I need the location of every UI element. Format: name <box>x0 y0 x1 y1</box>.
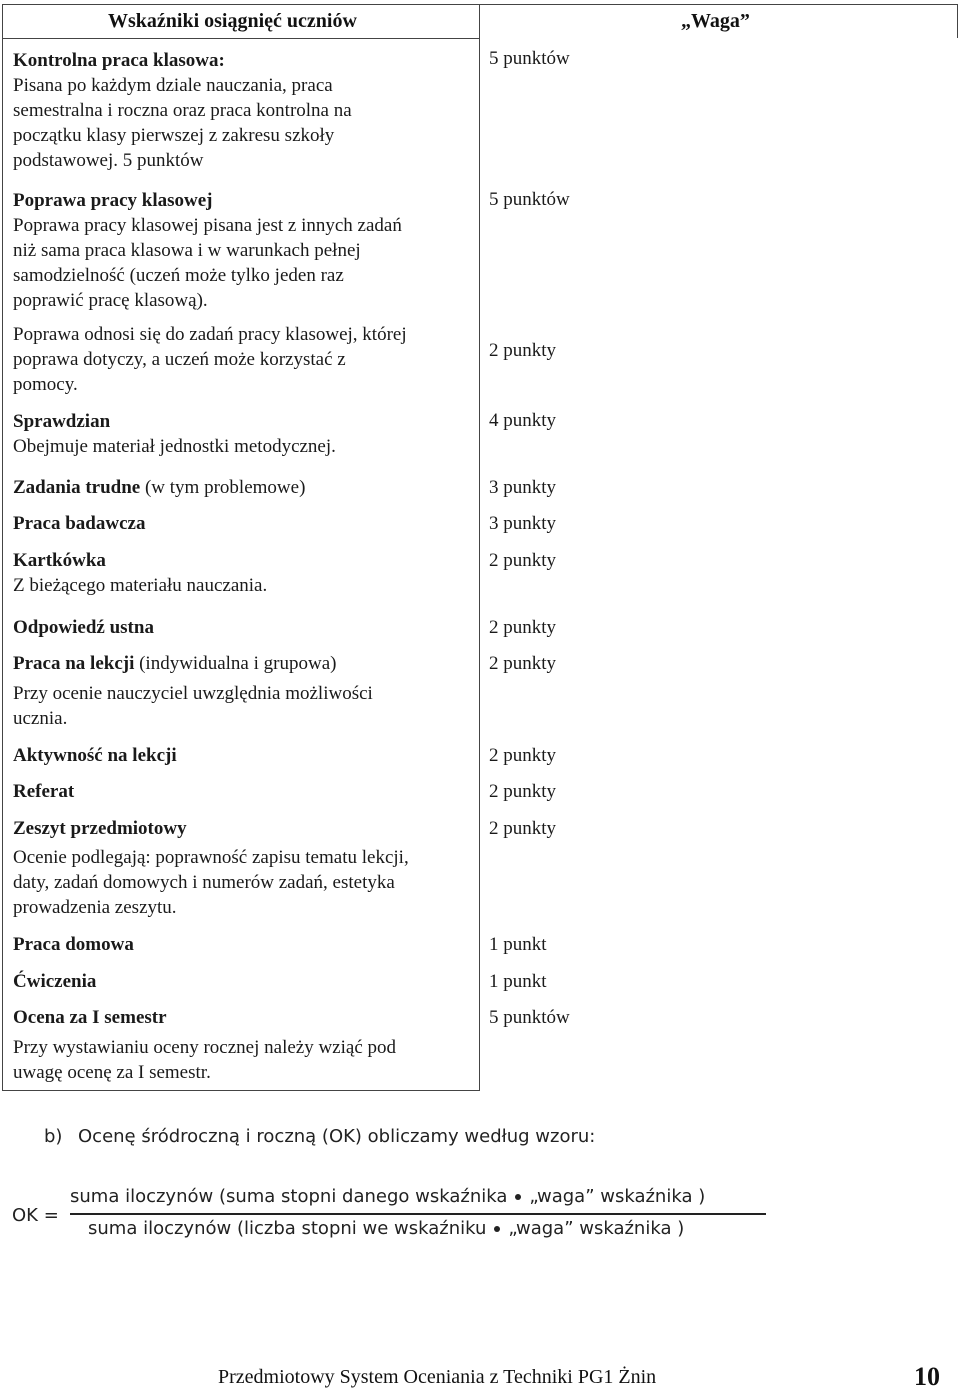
row-title: Odpowiedź ustna <box>13 617 154 638</box>
row-text: Obejmuje materiał jednostki metodycznej. <box>13 436 336 457</box>
row-title: Praca domowa <box>13 934 134 955</box>
row-report <box>13 779 478 804</box>
row-quiz-test <box>13 409 478 459</box>
row-semester-grade <box>13 1005 478 1085</box>
formula-lhs: OK = <box>12 1205 59 1226</box>
row-title: Zadania trudne <box>13 477 141 498</box>
page-number: 10 <box>914 1362 940 1391</box>
row-title: Aktywność na lekcji <box>13 745 177 766</box>
row-text: początku klasy pierwszej z zakresu szkoły <box>13 125 335 146</box>
row-class-work <box>13 651 478 731</box>
weight-value: 5 punktów <box>489 48 570 69</box>
row-text: semestralna i roczna oraz praca kontrolna na <box>13 100 352 121</box>
weight-value: 3 punkty <box>489 513 557 534</box>
row-text: Z bieżącego materiału nauczania. <box>13 575 268 596</box>
weight-value: 2 punkty <box>489 617 557 638</box>
table-border-right <box>957 4 958 38</box>
row-oral-answer <box>13 615 478 640</box>
row-text: Poprawa pracy klasowej pisana jest z innych zadań <box>13 215 402 236</box>
row-activity <box>13 743 478 768</box>
row-test-retake <box>13 188 478 313</box>
row-title: Poprawa pracy klasowej <box>13 190 213 211</box>
weight-value: 2 punkty <box>489 818 557 839</box>
row-title: Praca na lekcji <box>13 653 135 674</box>
formula-intro <box>44 1126 595 1147</box>
row-text: samodzielność (uczeń może tylko jeden raz <box>13 265 344 286</box>
header-weight: „Waga” <box>681 10 750 32</box>
formula-intro-label: b) <box>44 1126 63 1147</box>
row-title: Praca badawcza <box>13 513 146 534</box>
row-retake-note <box>13 322 478 397</box>
formula-denominator-part-b: „waga” wskaźnika ) <box>508 1218 685 1239</box>
row-text: podstawowej. 5 punktów <box>13 150 204 171</box>
row-title: Referat <box>13 781 75 802</box>
row-title: Kartkówka <box>13 550 106 571</box>
formula-denominator <box>88 1218 684 1239</box>
weight-value: 3 punkty <box>489 477 557 498</box>
table-border-top <box>2 4 958 5</box>
row-text: poprawa dotyczy, a uczeń może korzystać z <box>13 349 346 370</box>
table-column-divider <box>479 4 480 1091</box>
row-text: poprawić pracę klasową). <box>13 290 208 311</box>
row-text: Przy wystawianiu oceny rocznej należy wziąć pod <box>13 1037 397 1058</box>
fraction-bar <box>70 1213 766 1215</box>
row-notebook <box>13 816 478 920</box>
multiplication-dot-icon <box>515 1194 521 1200</box>
row-text: Poprawa odnosi się do zadań pracy klasowej, której <box>13 324 407 345</box>
row-exercises <box>13 969 478 994</box>
table-border-bottom <box>2 1090 480 1091</box>
table-border-left <box>2 4 3 1091</box>
row-class-test <box>13 48 478 173</box>
weight-value: 2 punkty <box>489 653 557 674</box>
row-title: Ćwiczenia <box>13 971 97 992</box>
row-title-suffix: (w tym problemowe) <box>140 477 306 498</box>
row-title: Sprawdzian <box>13 411 111 432</box>
weight-value: 2 punkty <box>489 781 557 802</box>
weight-value: 2 punkty <box>489 745 557 766</box>
row-text: pomocy. <box>13 374 78 395</box>
weight-value: 5 punktów <box>489 189 570 210</box>
row-title: Ocena za I semestr <box>13 1007 167 1028</box>
multiplication-dot-icon <box>494 1226 500 1232</box>
row-text: Pisana po każdym dziale nauczania, praca <box>13 75 333 96</box>
formula-intro-text: Ocenę śródroczną i roczną (OK) obliczamy według wzoru: <box>78 1126 596 1147</box>
header-indicators: Wskaźniki osiągnięć uczniów <box>108 10 357 32</box>
row-text: ucznia. <box>13 708 68 729</box>
weight-value: 4 punkty <box>489 410 557 431</box>
row-text: uwagę ocenę za I semestr. <box>13 1062 211 1083</box>
row-text: prowadzenia zeszytu. <box>13 897 177 918</box>
weight-value: 1 punkt <box>489 934 547 955</box>
weight-value: 2 punkty <box>489 550 557 571</box>
weight-value: 1 punkt <box>489 971 547 992</box>
row-text: Przy ocenie nauczyciel uwzględnia możliwości <box>13 683 373 704</box>
row-text: Ocenie podlegają: poprawność zapisu tematu lekcji, <box>13 847 409 868</box>
weight-value: 5 punktów <box>489 1007 570 1028</box>
row-hard-tasks <box>13 475 478 500</box>
table-header-divider <box>2 38 480 39</box>
formula-numerator-part-b: „waga” wskaźnika ) <box>529 1186 706 1207</box>
row-title-suffix: (indywidualna i grupowa) <box>134 653 337 674</box>
row-short-quiz <box>13 548 478 598</box>
row-text: daty, zadań domowych i numerów zadań, estetyka <box>13 872 395 893</box>
formula-denominator-part-a: suma iloczynów (liczba stopni we wskaźniku <box>88 1218 487 1239</box>
row-text: niż sama praca klasowa i w warunkach pełnej <box>13 240 361 261</box>
formula-numerator-part-a: suma iloczynów (suma stopni danego wskaźnika <box>70 1186 508 1207</box>
row-research <box>13 511 478 536</box>
grade-formula <box>12 1186 952 1246</box>
row-title: Zeszyt przedmiotowy <box>13 818 187 839</box>
row-title: Kontrolna praca klasowa: <box>13 50 225 71</box>
page-footer: Przedmiotowy System Oceniania z Techniki PG1 Żnin <box>218 1366 657 1388</box>
weight-value: 2 punkty <box>489 340 557 361</box>
formula-numerator <box>70 1186 705 1207</box>
row-homework <box>13 932 478 957</box>
